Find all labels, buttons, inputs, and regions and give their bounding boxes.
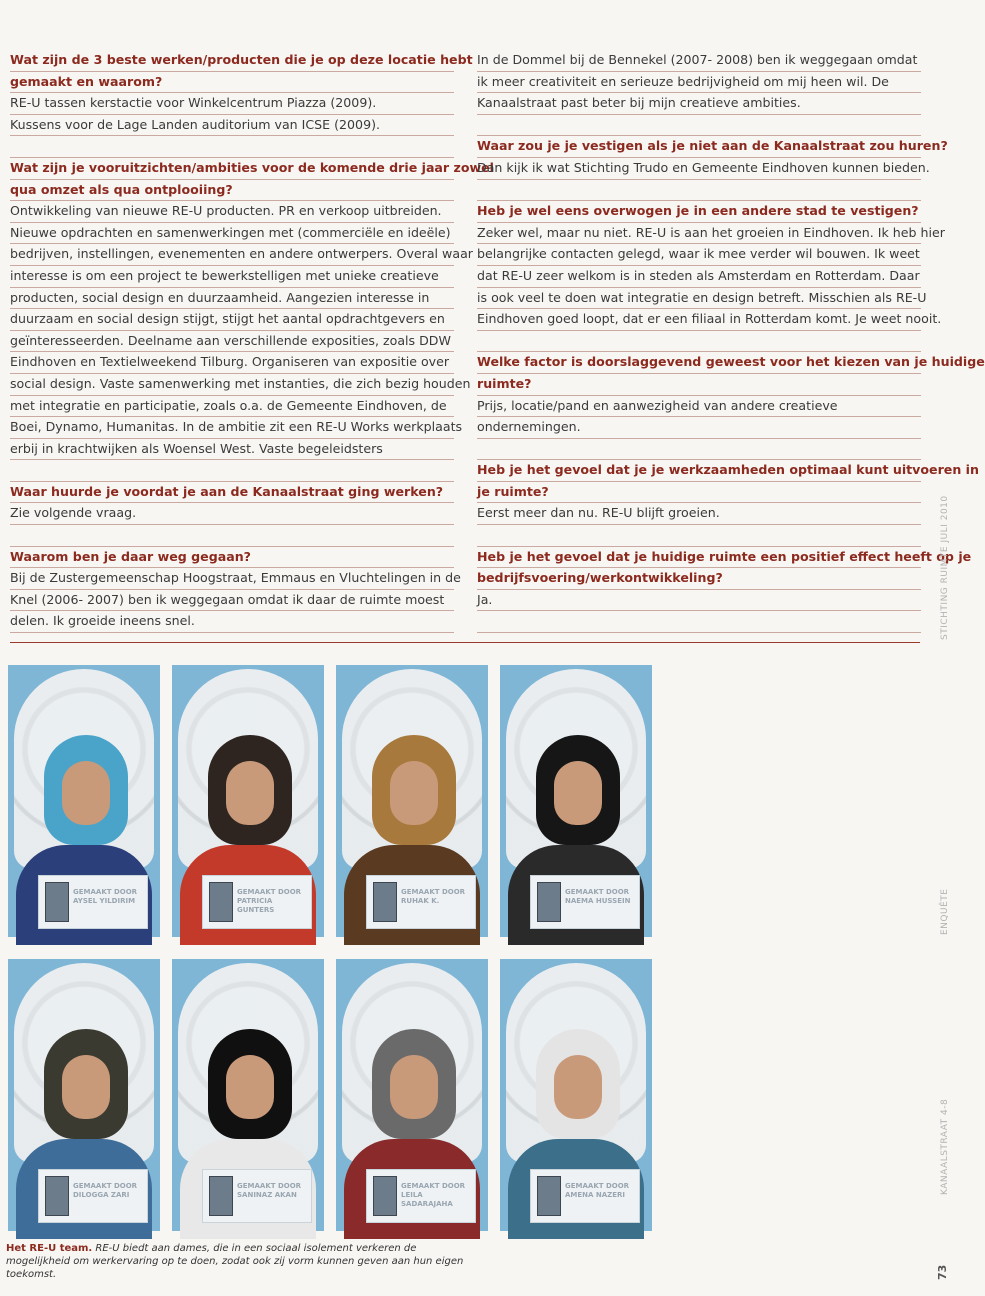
answer-line: dat RE-U zeer welkom is in steden als Amsterdam en Rotterdam. Daar (477, 266, 921, 288)
answer-line: Prijs, locatie/pand en aanwezigheid van andere creatieve (477, 396, 921, 418)
name-card (202, 875, 312, 929)
question-line: Waar huurde je voordat je aan de Kanaalstraat ging werken? (10, 482, 454, 504)
photo-caption (6, 1242, 466, 1281)
answer-line: is ook veel te doen wat integratie en design betreft. Misschien als RE-U (477, 288, 921, 310)
maker-name: AYSEL YILDIRIM (73, 897, 136, 905)
side-label-stichting: STICHTING RUIMTE JULI 2010 (940, 495, 950, 640)
made-by-text: GEMAAKT DOOR (565, 1182, 630, 1190)
maker-label (73, 888, 137, 906)
name-card (366, 1169, 476, 1223)
answer-line (477, 611, 921, 633)
name-card (38, 1169, 148, 1223)
team-photo (8, 665, 160, 937)
answer-line: Dan kijk ik wat Stichting Trudo en Gemeente Eindhoven kunnen bieden. (477, 158, 921, 180)
side-label-kanaalstraat: KANAALSTRAAT 4-8 (940, 1098, 950, 1195)
caption-text: RE-U biedt aan dames, die in een sociaal isolement verkeren de mogelijkheid om werkervaring op te doen, zodat ook zij vorm kunnen geven aan hun eigen toekomst. (6, 1243, 464, 1280)
question-line: Waar zou je je vestigen als je niet aan de Kanaalstraat zou huren? (477, 136, 921, 158)
re-u-logo-icon (45, 882, 69, 922)
maker-label (237, 888, 311, 915)
maker-name: LEILA SADARAJAHA (401, 1191, 453, 1208)
answer-line: delen. Ik groeide ineens snel. (10, 611, 454, 633)
team-photo (336, 665, 488, 937)
answer-line: producten, social design en duurzaamheid. Aangezien interesse in (10, 288, 454, 310)
answer-line: Zie volgende vraag. (10, 503, 454, 525)
team-photo (500, 665, 652, 937)
question-line: Welke factor is doorslaggevend geweest voor het kiezen van je huidige (477, 352, 921, 374)
portrait-face (62, 761, 110, 825)
section-divider (10, 642, 920, 643)
answer-line: Kanaalstraat past beter bij mijn creatieve ambities. (477, 93, 921, 115)
spacer-line (10, 460, 454, 482)
name-card (366, 875, 476, 929)
question-line: Wat zijn je vooruitzichten/ambities voor de komende drie jaar zowel (10, 158, 454, 180)
question-line: Waarom ben je daar weg gegaan? (10, 547, 454, 569)
answer-line: Bij de Zustergemeenschap Hoogstraat, Emmaus en Vluchtelingen in de (10, 568, 454, 590)
answer-line: Nieuwe opdrachten en samenwerkingen met (commerciële en ideële) (10, 223, 454, 245)
made-by-text: GEMAAKT DOOR (401, 888, 466, 896)
spacer-line (477, 115, 921, 137)
maker-label (73, 1182, 137, 1200)
answer-line: Zeker wel, maar nu niet. RE-U is aan het groeien in Eindhoven. Ik heb hier (477, 223, 921, 245)
side-label-enquete: ENQUÊTE (940, 888, 950, 935)
question-line: qua omzet als qua ontplooiing? (10, 180, 454, 202)
portrait-face (62, 1055, 110, 1119)
team-photo (8, 959, 160, 1231)
answer-line: duurzaam en social design stijgt, stijgt het aantal opdrachtgevers en (10, 309, 454, 331)
question-line: je ruimte? (477, 482, 921, 504)
made-by-text: GEMAAKT DOOR (73, 888, 138, 896)
maker-label (565, 1182, 629, 1200)
answer-line: interesse is om een project te bewerkstelligen met unieke creatieve (10, 266, 454, 288)
spacer-line (477, 180, 921, 202)
re-u-logo-icon (373, 1176, 397, 1216)
team-photo (172, 959, 324, 1231)
answer-line: Eerst meer dan nu. RE-U blijft groeien. (477, 503, 921, 525)
page-number: 73 (936, 1264, 949, 1280)
maker-name: SANINAZ AKAN (237, 1191, 297, 1199)
made-by-text: GEMAAKT DOOR (73, 1182, 138, 1190)
caption-title: Het RE-U team. (6, 1243, 93, 1254)
maker-name: RUHAK K. (401, 897, 440, 905)
portrait-face (226, 1055, 274, 1119)
answer-line: geïnteresseerden. Deelname aan verschillende exposities, zoals DDW (10, 331, 454, 353)
maker-name: DILOGGA ZARI (73, 1191, 130, 1199)
answer-line: bedrijven, instellingen, evenementen en andere ontwerpers. Overal waar (10, 244, 454, 266)
answer-line: Ja. (477, 590, 921, 612)
re-u-logo-icon (537, 1176, 561, 1216)
name-card (202, 1169, 312, 1223)
spacer-line (477, 525, 921, 547)
spacer-line (10, 525, 454, 547)
re-u-logo-icon (373, 882, 397, 922)
answer-line: Boei, Dynamo, Humanitas. In de ambitie zit een RE-U Works werkplaats (10, 417, 454, 439)
answer-line: Ontwikkeling van nieuwe RE-U producten. PR en verkoop uitbreiden. (10, 201, 454, 223)
maker-name: PATRICIA GUNTERS (237, 897, 275, 914)
answer-line: ik meer creativiteit en serieuze bedrijvigheid om mij heen wil. De (477, 72, 921, 94)
made-by-text: GEMAAKT DOOR (401, 1182, 466, 1190)
made-by-text: GEMAAKT DOOR (565, 888, 630, 896)
question-line: Heb je het gevoel dat je je werkzaamheden optimaal kunt uitvoeren in (477, 460, 921, 482)
portrait-face (554, 761, 602, 825)
maker-label (401, 1182, 475, 1209)
maker-label (401, 888, 465, 906)
maker-name: AMENA NAZERI (565, 1191, 626, 1199)
answer-line: met integratie en participatie, zoals o.a. de Gemeente Eindhoven, de (10, 396, 454, 418)
answer-line: ondernemingen. (477, 417, 921, 439)
team-photo (172, 665, 324, 937)
answer-line: belangrijke contacten gelegd, waar ik mee verder wil bouwen. Ik weet (477, 244, 921, 266)
answer-line: RE-U tassen kerstactie voor Winkelcentrum Piazza (2009). (10, 93, 454, 115)
maker-label (565, 888, 630, 906)
answer-line: Kussens voor de Lage Landen auditorium van ICSE (2009). (10, 115, 454, 137)
team-photo (336, 959, 488, 1231)
made-by-text: GEMAAKT DOOR (237, 888, 302, 896)
re-u-logo-icon (45, 1176, 69, 1216)
name-card (38, 875, 148, 929)
portrait-face (390, 761, 438, 825)
made-by-text: GEMAAKT DOOR (237, 1182, 302, 1190)
portrait-face (390, 1055, 438, 1119)
name-card (530, 875, 640, 929)
re-u-logo-icon (537, 882, 561, 922)
question-line: Heb je het gevoel dat je huidige ruimte een positief effect heeft op je (477, 547, 921, 569)
portrait-face (226, 761, 274, 825)
question-line: gemaakt en waarom? (10, 72, 454, 94)
question-line: bedrijfsvoering/werkontwikkeling? (477, 568, 921, 590)
question-line: ruimte? (477, 374, 921, 396)
answer-line: In de Dommel bij de Bennekel (2007- 2008) ben ik weggegaan omdat (477, 50, 921, 72)
question-line: Wat zijn de 3 beste werken/producten die je op deze locatie hebt (10, 50, 454, 72)
re-u-logo-icon (209, 1176, 233, 1216)
maker-name: NAEMA HUSSEIN (565, 897, 631, 905)
answer-line: Knel (2006- 2007) ben ik weggegaan omdat ik daar de ruimte moest (10, 590, 454, 612)
answer-line: Eindhoven en Textielweekend Tilburg. Organiseren van expositie over (10, 352, 454, 374)
answer-line: social design. Vaste samenwerking met instanties, die zich bezig houden (10, 374, 454, 396)
team-photo (500, 959, 652, 1231)
answer-line: erbij in krachtwijken als Woensel West. Vaste begeleidsters (10, 439, 454, 461)
spacer-line (477, 331, 921, 353)
answer-line: Eindhoven goed loopt, dat er een filiaal in Rotterdam komt. Je weet nooit. (477, 309, 921, 331)
maker-label (237, 1182, 301, 1200)
left-column (10, 50, 495, 633)
re-u-logo-icon (209, 882, 233, 922)
spacer-line (477, 439, 921, 461)
name-card (530, 1169, 640, 1223)
spacer-line (10, 136, 454, 158)
portrait-face (554, 1055, 602, 1119)
question-line: Heb je wel eens overwogen je in een andere stad te vestigen? (477, 201, 921, 223)
